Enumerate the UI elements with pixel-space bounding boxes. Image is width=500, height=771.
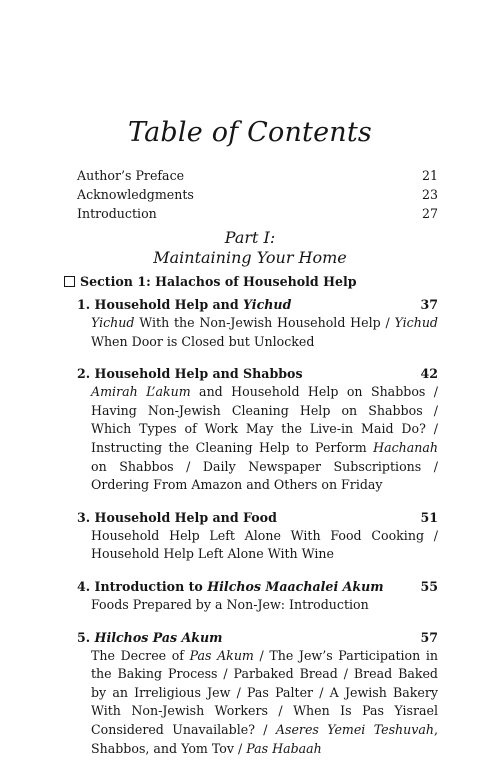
chapter-number: 5. <box>77 629 91 645</box>
chapter-title-part: Introduction to <box>94 578 208 594</box>
chapter-description-part: , Shabbos, and Yom Tov / <box>91 721 438 756</box>
chapter-title-part: Household Help and <box>94 297 244 312</box>
chapter-description-part: Household Help Left Alone With Food Cooking / Household Help Left Alone With Wine <box>91 527 438 562</box>
chapter-page: 57 <box>420 629 438 645</box>
chapter-title <box>77 508 277 527</box>
chapter-heading <box>77 577 438 596</box>
chapter-title-part: Household Help and Shabbos <box>94 366 303 382</box>
chapter-description-part: The Decree of <box>91 647 190 663</box>
chapter-description-part: When Door is Closed but Unlocked <box>91 333 315 349</box>
chapter-description <box>77 527 438 564</box>
chapter-description-part: Pas Habaah <box>246 740 322 756</box>
section-label: Section 1: Halachos of Household Help <box>80 274 357 289</box>
chapter-entry <box>77 508 438 564</box>
chapter-description-part: Foods Prepared by a Non-Jew: Introduction <box>91 596 369 612</box>
chapter-number: 4. <box>77 578 91 594</box>
page-title: Table of Contents <box>128 117 372 148</box>
chapter-title-part: Hilchos Pas Akum <box>94 629 223 645</box>
front-matter-entry <box>77 204 438 223</box>
part-number: Part I: <box>224 228 276 247</box>
chapter-page: 51 <box>420 509 438 525</box>
chapter-description-part: and Household Help on Shabbos / Having Non-Jewish Cleaning Help on Shabbos / Which Types of Work May the Live-in Maid Do? / Instructing the Cleaning Help to Perform <box>91 384 439 455</box>
chapter-number: 1. <box>77 297 91 312</box>
front-matter-list <box>77 166 438 223</box>
chapter-page: 42 <box>420 366 438 382</box>
chapter-description-part: Amirah L’akum <box>91 384 191 400</box>
chapter-description <box>77 596 438 615</box>
chapter-heading <box>77 295 438 314</box>
chapter-title-part: Yichud <box>243 297 292 312</box>
entry-page: 27 <box>421 206 438 221</box>
chapter-description <box>77 314 438 351</box>
chapter-heading <box>77 364 438 383</box>
chapter-entry <box>77 577 438 615</box>
front-matter-entry <box>77 166 438 185</box>
chapter-title <box>77 364 303 383</box>
chapter-number: 3. <box>77 509 91 525</box>
chapter-entry <box>77 628 438 759</box>
chapter-list <box>77 295 438 771</box>
chapter-title <box>77 577 384 596</box>
chapter-description-part: Aseres Yemei Teshuvah <box>275 721 434 737</box>
chapter-entry <box>77 295 438 351</box>
chapter-title-part: Hilchos Maachalei Akum <box>207 578 384 594</box>
chapter-number: 2. <box>77 366 91 382</box>
chapter-description-part: Yichud <box>91 315 135 330</box>
part-title: Maintaining Your Home <box>153 248 347 267</box>
entry-label: Author’s Preface <box>77 168 185 183</box>
chapter-description-part: Yichud <box>394 315 438 330</box>
chapter-page: 55 <box>420 578 438 594</box>
chapter-description-part: / The Jew’s Participation in the Baking Process / Parbaked Bread / Bread Baked by an Irreligious Jew / Pas Palter / A Jewish Bakery With Non-Jewish Workers / When Is Pas Yisrael Considered Unavailable? / <box>91 647 438 737</box>
chapter-entry <box>77 364 438 495</box>
chapter-description-part: Hachanah <box>373 439 438 455</box>
chapter-description-part: Pas Akum <box>189 647 254 663</box>
chapter-description <box>77 383 438 495</box>
entry-label: Acknowledgments <box>77 187 194 202</box>
chapter-description-part: on Shabbos / Daily Newspaper Subscriptions / Ordering From Amazon and Others on Friday <box>91 458 438 493</box>
chapter-description-part: With the Non-Jewish Household Help / <box>134 315 395 330</box>
front-matter-entry <box>77 185 438 204</box>
part-heading <box>0 228 500 268</box>
chapter-title <box>77 628 222 647</box>
chapter-description <box>77 647 438 759</box>
entry-page: 21 <box>421 168 438 183</box>
chapter-title <box>77 295 291 314</box>
entry-label: Introduction <box>77 206 157 221</box>
chapter-heading <box>77 508 438 527</box>
entry-page: 23 <box>421 187 438 202</box>
chapter-heading <box>77 628 438 647</box>
section-heading <box>64 273 357 290</box>
chapter-title-part: Household Help and Food <box>94 509 277 525</box>
chapter-page: 37 <box>420 297 438 312</box>
checkbox-square-icon <box>64 276 75 287</box>
